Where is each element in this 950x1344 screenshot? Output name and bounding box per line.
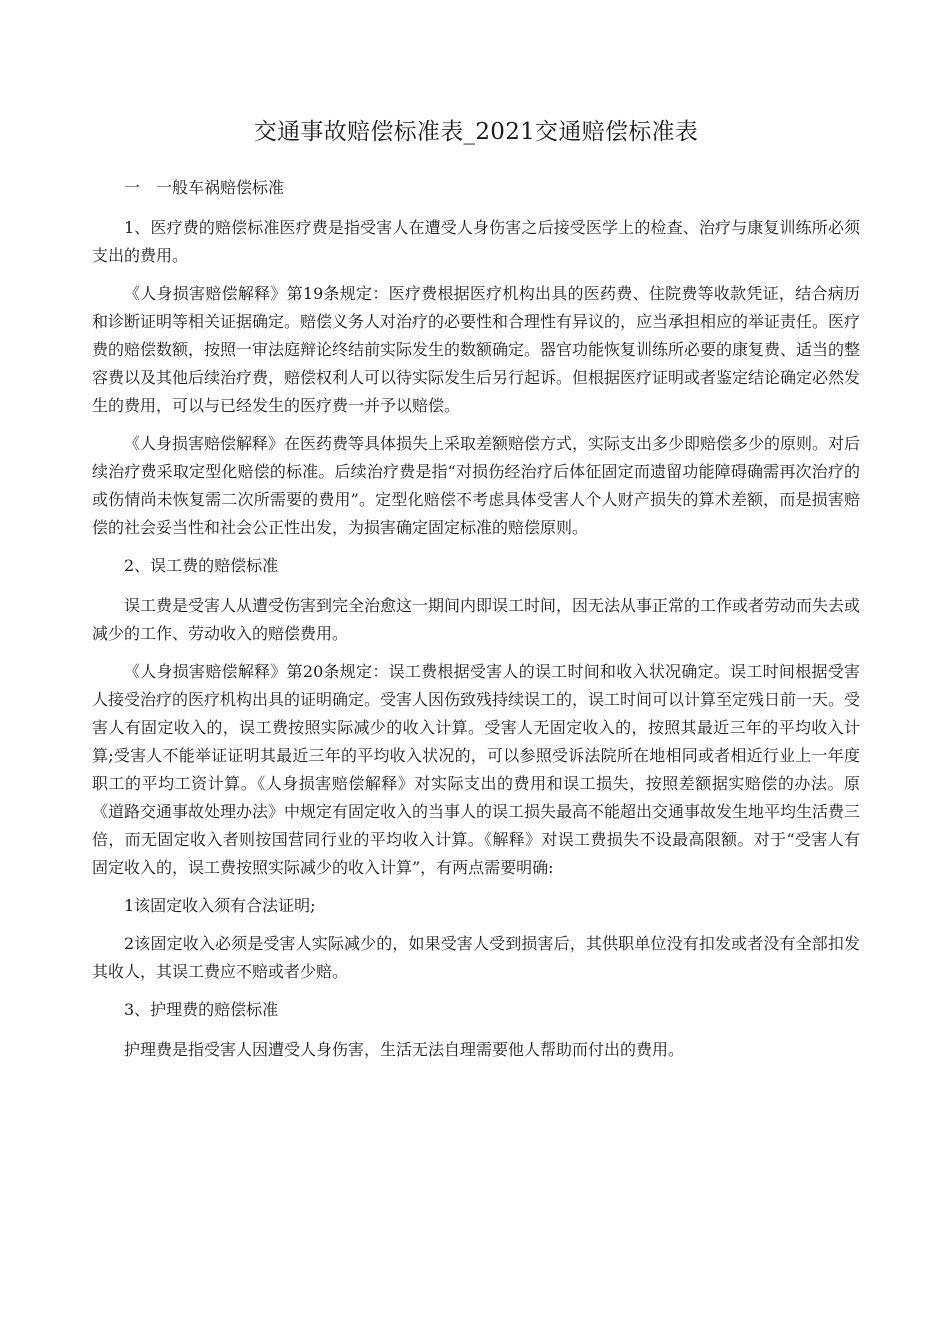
paragraph-medical-fee-principle: 《人身损害赔偿解释》在医药费等具体损失上采取差额赔偿方式，实际支出多少即赔偿多少的原则。对后续治疗费采取定型化赔偿的标准。后续治疗费是指“对损伤经治疗后体征固定而遗留功能障碍确需再次治疗的或伤情尚未恢复需二次所需要的费用”。定型化赔偿不考虑具体受害人个人财产损失的算术差额，而是损害赔偿的社会妥当性和社会公正性出发，为损害确定固定标准的赔偿原则。 bbox=[92, 434, 861, 537]
paragraph-lost-wages-article-20: 《人身损害赔偿解释》第20条规定：误工费根据受害人的误工时间和收入状况确定。误工时间根据受害人接受治疗的医疗机构出具的证明确定。受害人因伤致残持续误工的，误工时间可以计算至定残日前一天。受害人有固定收入的，误工费按照实际减少的收入计算。受害人无固定收入的，按照其最近三年的平均收入计算;受害人不能举证证明其最近三年的平均收入状况的，可以参照受诉法院所在地相同或者相近行业上一年度职工的平均工资计算。《人身损害赔偿解释》对实际支出的费用和误工损失，按照差额据实赔偿的办法。原《道路交通事故处理办法》中规定有固定收入的当事人的误工损失最高不能超出交通事故发生地平均生活费三倍，而无固定收入者则按国营同行业的平均收入计算。《解释》对误工费损失不设最高限额。对于“受害人有固定收入的，误工费按照实际减少的收入计算”，有两点需要明确: bbox=[92, 662, 861, 877]
paragraph-lost-wages-point-2: 2该固定收入必须是受害人实际减少的，如果受害人受到损害后，其供职单位没有扣发或者没有全部扣发其收人，其误工费应不赔或者少赔。 bbox=[92, 934, 860, 981]
document-title: 交通事故赔偿标准表_2021交通赔偿标准表 bbox=[253, 119, 699, 145]
paragraph-medical-fee-article-19: 《人身损害赔偿解释》第19条规定：医疗费根据医疗机构出具的医药费、住院费等收款凭证，结合病历和诊断证明等相关证据确定。赔偿义务人对治疗的必要性和合理性有异议的，应当承担相应的举证责任。医疗费的赔偿数额，按照一审法庭辩论终结前实际发生的数额确定。器官功能恢复训练所必要的康复费、适当的整容费以及其他后续治疗费，赔偿权利人可以待实际发生后另行起诉。但根据医疗证明或者鉴定结论确定必然发生的费用，可以与已经发生的医疗费一并予以赔偿。 bbox=[92, 284, 861, 415]
paragraph-lost-wages-point-1: 1该固定收入须有合法证明; bbox=[124, 896, 316, 915]
section-heading-lost-wages: 2、误工费的赔偿标准 bbox=[124, 556, 279, 575]
section-heading-general: 一 一般车祸赔偿标准 bbox=[124, 178, 285, 197]
section-heading-nursing-fee: 3、护理费的赔偿标准 bbox=[124, 1000, 279, 1019]
paragraph-nursing-fee-definition: 护理费是指受害人因遭受人身伤害，生活无法自理需要他人帮助而付出的费用。 bbox=[124, 1040, 685, 1059]
paragraph-medical-fee-definition: 1、医疗费的赔偿标准医疗费是指受害人在遭受人身伤害之后接受医学上的检查、治疗与康复训练所必须支出的费用。 bbox=[92, 218, 860, 265]
document-page bbox=[92, 112, 860, 1074]
paragraph-lost-wages-definition: 误工费是受害人从遭受伤害到完全治愈这一期间内即误工时间，因无法从事正常的工作或者劳动而失去或减少的工作、劳动收入的赔偿费用。 bbox=[92, 596, 861, 643]
